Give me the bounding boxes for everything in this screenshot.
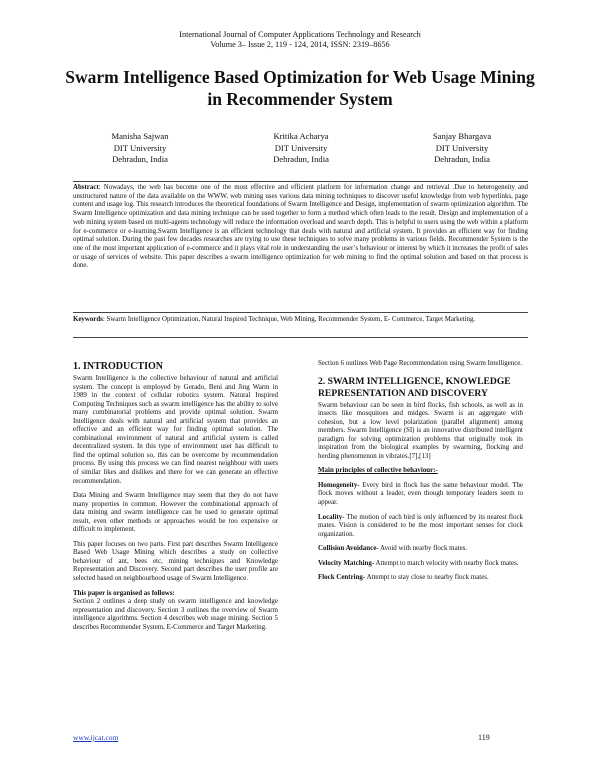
paragraph: Section 6 outlines Web Page Recommendation using Swarm Intelligence.: [318, 359, 523, 367]
principle-term: Velocity Matching-: [318, 558, 375, 567]
author-name: Kritika Acharya: [273, 131, 329, 141]
author-location: Dehradun, India: [112, 154, 168, 164]
principles-heading: Main principles of collective behaviour:-: [318, 466, 438, 475]
principle-term: Homogeneity-: [318, 480, 360, 489]
abstract-text: : Nowadays, the web has become one of the most effective and efficient platform for information change and retrieval .Due to heterogeneity and unstructured nature of the data available on the WWW, web mining uses various data mining techniques to discover useful knowledge from web hyperlinks, page content and usage log. This research introduces the theoretical foundations of Swarm Intelligence and Design, implementation of swarm optimization algorithm. The Swarm Intelligence optimization and data mining technique can be used together to form a method which often leads to the result. Design and implementation of a web mining system based on multi-agents technology will reduce the information overload and search depth. This is helpful to users using the web within a platform for e-commerce or e-learning.Swarm Intelligence is an efficient technology that deals with natural and artificial system. It provides an efficient way for finding optimal solution. During the past few decades researches are trying to use these techniques to solve many problems in various fields. Recommender System is the one of the most important application of e-commerce and it plays vital role in understanding the user’s behaviour or interest by which it increases the profit of sales or usage of services of website. This paper describes a swarm intelligence optimization for web mining to find the optimal solution and based on that process is done.: [73, 184, 528, 270]
paragraph: Section 2 outlines a deep study on swarm intelligence and knowledge representation and discovery. Section 3 outlines the overview of Swarm intelligence algorithms. Section 4 describes web usage mining. Section 5 describes Recommender System, E-Commerce and Target Marketing.: [73, 597, 278, 631]
author-name: Manisha Sajwan: [111, 131, 169, 141]
principle-locality: [318, 513, 523, 539]
keywords-bottom-rule: [73, 337, 528, 338]
organisation-heading: This paper is organised as follows:: [73, 588, 175, 597]
principle-term: Locality-: [318, 512, 345, 521]
title-line-2: in Recommender System: [207, 89, 393, 109]
left-column: [73, 361, 278, 637]
abstract: [73, 184, 528, 271]
section-heading-introduction: 1. INTRODUCTION: [73, 361, 164, 372]
principle-term: Collision Avoidance-: [318, 544, 379, 553]
author-block-1: [60, 131, 220, 166]
author-block-2: [221, 131, 381, 166]
paragraph: Data Mining and Swarm Intelligence may seem that they do not have many properties in common. However the combinational approach of data mining and swarm intelligence can be used to generate optimal result, even other methods or approaches would be too expensive or difficult to implement.: [73, 491, 278, 534]
author-affiliation: DIT University: [435, 142, 489, 153]
abstract-label: Abstract: [73, 184, 99, 191]
principle-flock-centring: [318, 573, 523, 582]
principle-term: Flock Centring-: [318, 573, 366, 582]
keywords-text: : Swarm Intelligence Optimization, Natural Inspired Technique, Web Mining, Recommender System, E- Commerce, Target Marketing.: [102, 316, 476, 323]
author-affiliation: DIT University: [113, 142, 167, 153]
right-column: [318, 359, 523, 588]
keywords: [73, 316, 528, 325]
section-heading-swarm-intelligence: 2. SWARM INTELLIGENCE, KNOWLEDGE REPRESENTATION AND DISCOVERY: [318, 375, 511, 399]
keywords-label: Keywords: [73, 316, 103, 323]
principle-collision-avoidance: [318, 544, 523, 553]
abstract-bottom-rule: [73, 312, 528, 313]
author-affiliation: DIT University: [274, 142, 328, 153]
author-location: Dehradun, India: [273, 154, 329, 164]
page-number: 119: [478, 733, 490, 742]
paragraph: Swarm Intelligence is the collective behaviour of natural and artificial system. The concept is employed by Gerado, Beni and Jing Warm in 1989 in the context of cellular robotics system. Natural Inspired Computing Techniques such as swarm intelligence has the ability to solve many combinatorial problems and provide optimal solution. Swarm Intelligence deals with natural and artificial system that provides an effective and an efficient way for finding optimal solution. The combinational environment of natural and artificial system is called decentralized system. In this type of environment user has difficult to find the optimal solution so, this can be overcome by recommendation process. By using this process we can find nearest neighbour with users of similar likes and dislikes and there for we can generate an effective recommendation.: [73, 374, 278, 485]
journal-name: International Journal of Computer Applications Technology and Research: [179, 30, 421, 39]
author-location: Dehradun, India: [434, 154, 490, 164]
principle-text: The motion of each bird is only influenced by its nearest flock mates. Vision is considered to be the most important senses for clock organization.: [318, 512, 523, 538]
journal-volume: Volume 3– Issue 2, 119 - 124, 2014, ISSN: 2319–8656: [210, 40, 390, 49]
journal-header: [0, 30, 600, 50]
principle-text: Attempt to match velocity with nearby flock mates.: [374, 558, 519, 567]
principle-homogeneity: [318, 481, 523, 507]
principle-text: Avoid with nearby flock mates.: [378, 544, 468, 553]
principle-text: Every bird in flock has the same behaviour model. The flock moves without a leader, even though temporary leaders seem to appear.: [318, 480, 523, 507]
paper-title: [40, 66, 560, 110]
title-line-1: Swarm Intelligence Based Optimization for Web Usage Mining: [65, 67, 535, 87]
principle-text: Attempt to stay close to nearby flock mates.: [365, 573, 489, 582]
paragraph: Swarm behaviour can be seen in bird flocks, fish schools, as well as in insects like mosquitoes and midges. Swarm is an aggregate with cohesion, but a low level polarization (parallel alignment) among members. Swarm Intelligence (SI) is an innovative distributed intelligent paradigm for solving optimization problems that originally took its inspiration from the biological examples by swarming, flocking and herding phenomenon in vibrates.[7],[13]: [318, 400, 523, 460]
principle-velocity-matching: [318, 559, 523, 568]
footer-url-link[interactable]: www.ijcat.com: [73, 733, 119, 742]
paragraph: This paper focuses on two parts. First part describes Swarm Intelligence Based Web Usage Mining which describes a study on collective behaviour of ant, bees etc, mining techniques and Knowledge Representation and Discovery. Second part describes the user profile are selected based on neighbourhood usage of Swarm Intelligence.: [73, 539, 278, 583]
author-block-3: [382, 131, 542, 166]
author-name: Sanjay Bhargava: [432, 131, 492, 141]
abstract-top-rule: [73, 181, 528, 182]
